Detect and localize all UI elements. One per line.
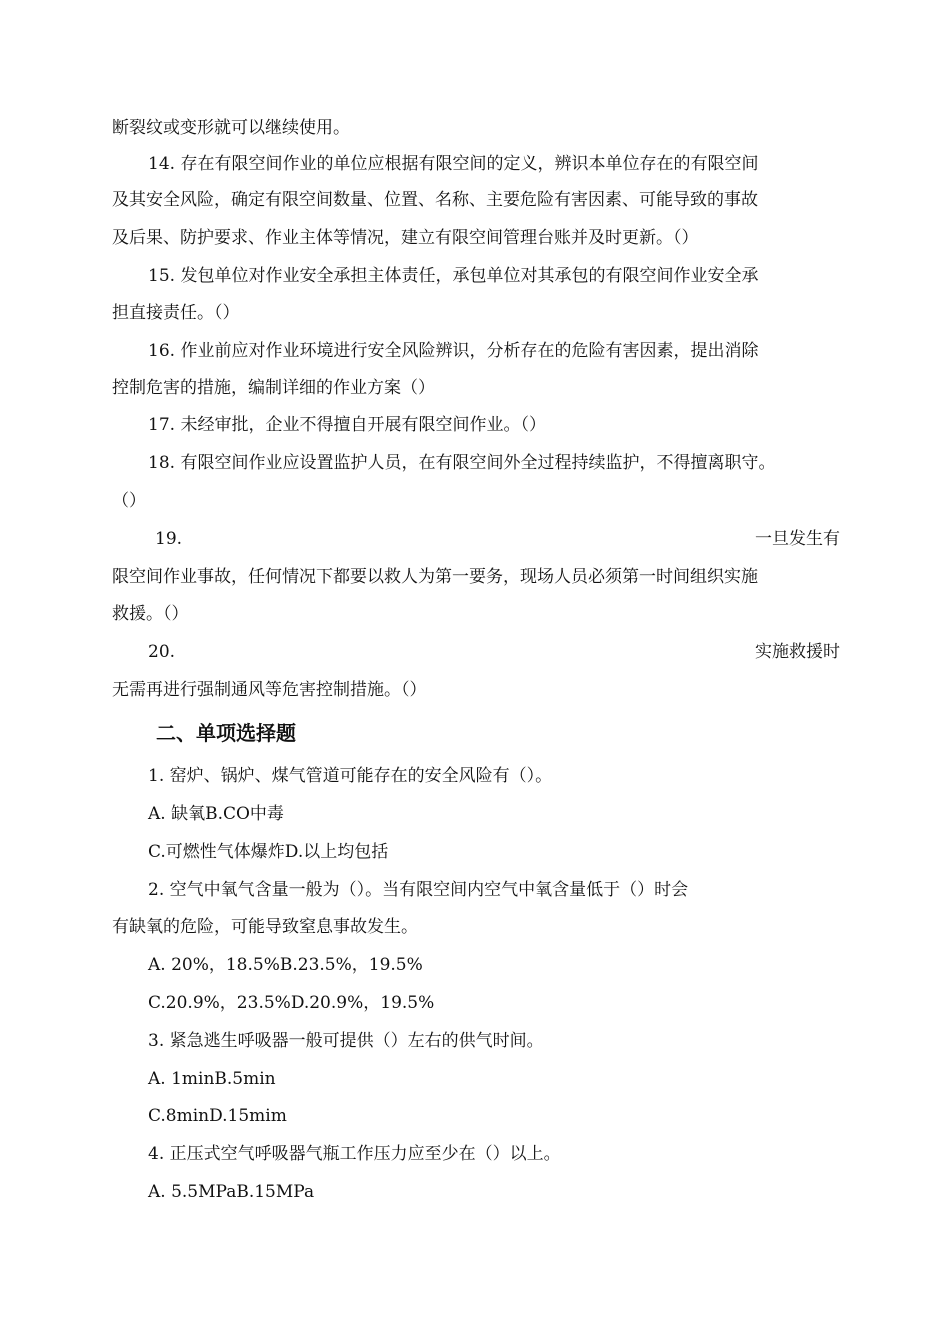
item20-line2: 无需再进行强制通风等危害控制措施。（） <box>112 680 427 700</box>
item19-line1-right: 一旦发生有 <box>755 529 840 549</box>
q3-stem: 3. 紧急逃生呼吸器一般可提供（）左右的供气时间。 <box>148 1031 544 1051</box>
item20-line1-right: 实施救援时 <box>755 642 840 662</box>
q2-options-cd: C.20.9%，23.5%D.20.9%，19.5% <box>148 993 435 1013</box>
item16-line2: 控制危害的措施，编制详细的作业方案（） <box>112 378 435 398</box>
q1-options-cd: C.可燃性气体爆炸D.以上均包括 <box>148 842 389 862</box>
q3-options-ab: A. 1minB.5min <box>148 1069 276 1089</box>
q2-options-ab: A. 20%，18.5%B.23.5%，19.5% <box>148 955 423 975</box>
item18-line1: 18. 有限空间作业应设置监护人员，在有限空间外全过程持续监护，不得擅离职守。 <box>148 453 776 473</box>
item17: 17. 未经审批，企业不得擅自开展有限空间作业。（） <box>148 415 546 435</box>
q3-options-cd: C.8minD.15mim <box>148 1106 287 1126</box>
q1-stem: 1. 窑炉、锅炉、煤气管道可能存在的安全风险有（）。 <box>148 766 553 786</box>
q1-options-ab: A. 缺氧B.CO中毒 <box>148 804 284 824</box>
item20-number: 20. <box>148 642 176 662</box>
item19-line2: 限空间作业事故，任何情况下都要以救人为第一要务，现场人员必须第一时间组织实施 <box>112 567 758 587</box>
q4-stem: 4. 正压式空气呼吸器气瓶工作压力应至少在（）以上。 <box>148 1144 561 1164</box>
item19-line3: 救援。（） <box>112 604 189 624</box>
item15-line1: 15. 发包单位对作业安全承担主体责任，承包单位对其承包的有限空间作业安全承 <box>148 266 759 286</box>
item13-tail: 断裂纹或变形就可以继续使用。 <box>112 118 350 138</box>
item16-line1: 16. 作业前应对作业环境进行安全风险辨识，分析存在的危险有害因素，提出消除 <box>148 341 759 361</box>
q2-stem: 2. 空气中氧气含量一般为（）。当有限空间内空气中氧含量低于（）时会 <box>148 880 689 900</box>
item14-line3: 及后果、防护要求、作业主体等情况，建立有限空间管理台账并及时更新。（） <box>112 228 699 248</box>
q4-options-ab: A. 5.5MPaB.15MPa <box>148 1182 315 1202</box>
item15-line2: 担直接责任。（） <box>112 303 240 323</box>
q2-stem-cont: 有缺氧的危险，可能导致窒息事故发生。 <box>112 917 418 937</box>
section-heading: 二、单项选择题 <box>156 721 296 745</box>
item18-line2: （） <box>112 491 146 511</box>
item14-line2: 及其安全风险，确定有限空间数量、位置、名称、主要危险有害因素、可能导致的事故 <box>112 190 758 210</box>
item14-line1: 14. 存在有限空间作业的单位应根据有限空间的定义，辨识本单位存在的有限空间 <box>148 154 759 174</box>
item19-number: 19. <box>155 529 183 549</box>
